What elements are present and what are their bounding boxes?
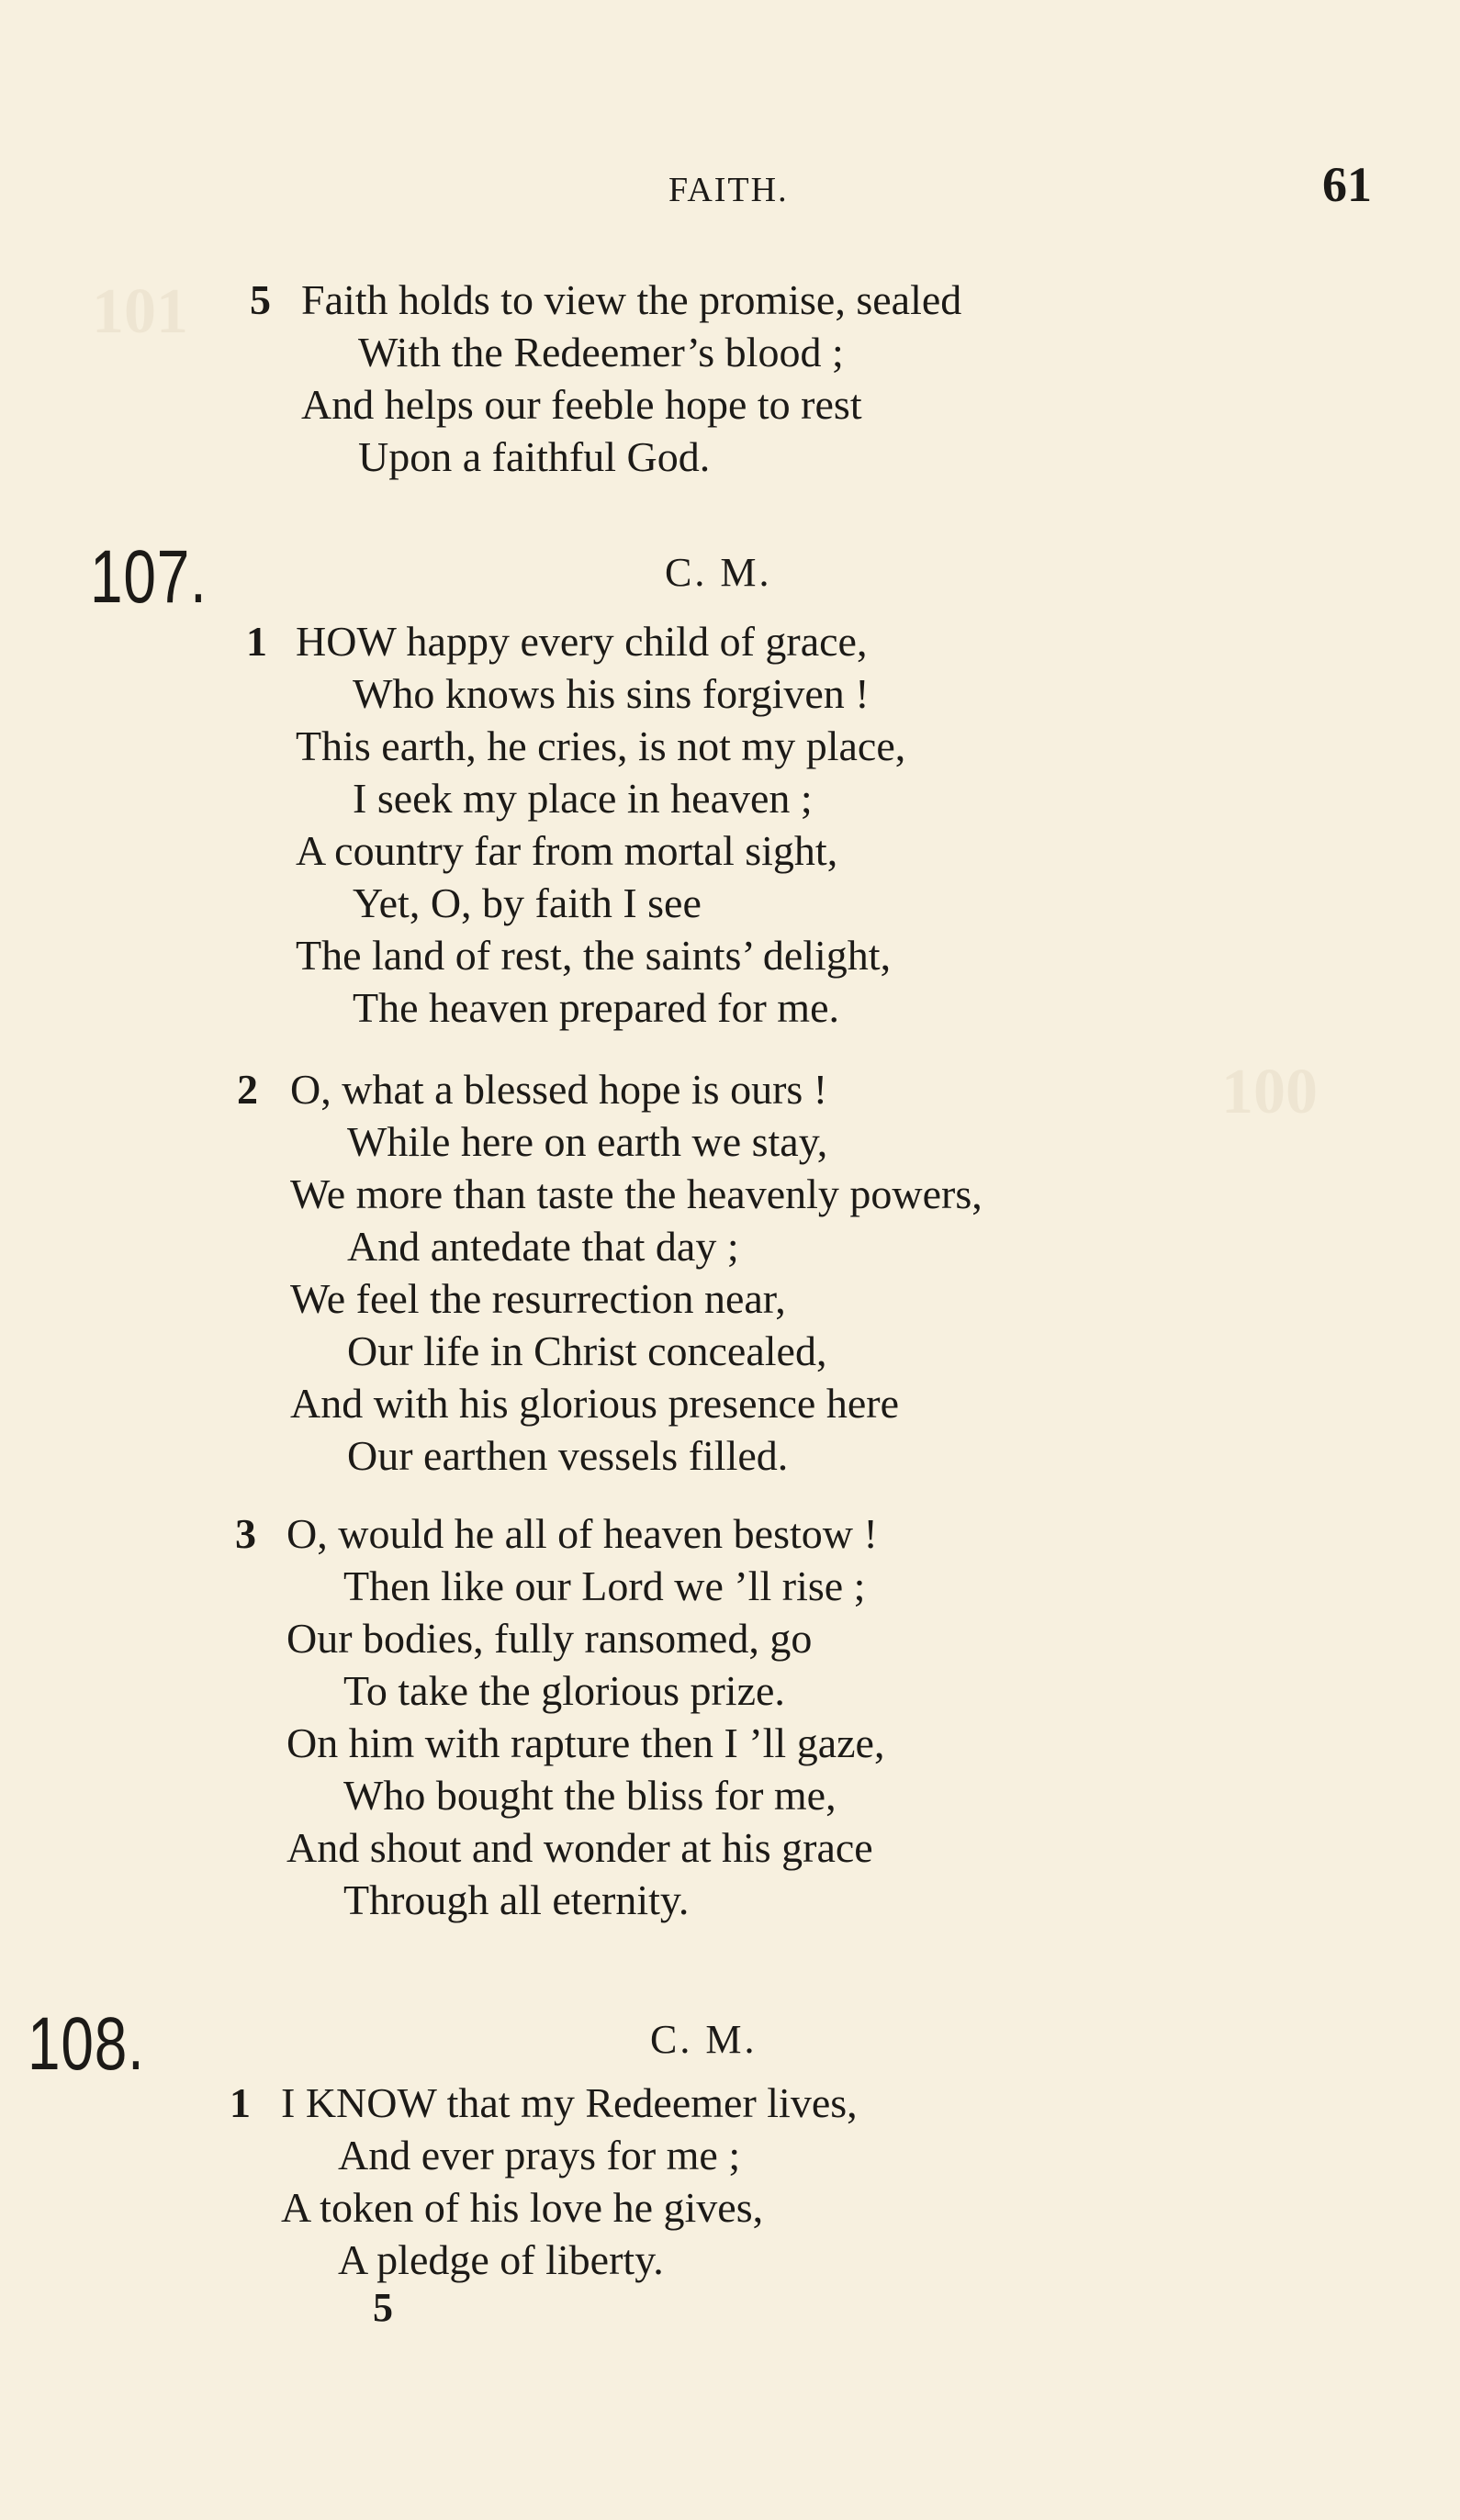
verse-line: Yet, O, by faith I see bbox=[353, 879, 702, 926]
verse-line: Who bought the bliss for me, bbox=[343, 1772, 837, 1819]
verse-line: The heaven prepared for me. bbox=[353, 984, 839, 1031]
stanza-number: 5 bbox=[250, 276, 271, 323]
meter-label: C. M. bbox=[665, 550, 772, 595]
verse-line: Faith holds to view the promise, sealed bbox=[301, 276, 962, 323]
verse-line: Our life in Christ concealed, bbox=[347, 1327, 827, 1374]
stanza-number: 2 bbox=[237, 1066, 258, 1113]
hymn-number: 107. bbox=[90, 535, 208, 619]
hymn-number: 108. bbox=[28, 2002, 145, 2086]
signature-mark: 5 bbox=[373, 2285, 393, 2330]
verse-line: And antedate that day ; bbox=[347, 1223, 739, 1270]
verse-line: On him with rapture then I ’ll gaze, bbox=[286, 1719, 885, 1766]
verse-line: HOW happy every child of grace, bbox=[296, 618, 868, 665]
verse-line: We feel the resurrection near, bbox=[290, 1275, 786, 1322]
running-head: FAITH. bbox=[668, 171, 789, 209]
verse-line: O, would he all of heaven bestow ! bbox=[286, 1510, 878, 1557]
stanza bbox=[296, 615, 905, 1034]
verse-line: This earth, he cries, is not my place, bbox=[296, 722, 906, 769]
verse-line: And with his glorious presence here bbox=[290, 1380, 900, 1427]
verse-line: Then like our Lord we ’ll rise ; bbox=[343, 1562, 866, 1609]
verse-line: And helps our feeble hope to rest bbox=[301, 381, 862, 428]
show-through-mark: 101 bbox=[92, 276, 188, 347]
verse-line: Upon a faithful God. bbox=[358, 433, 711, 480]
page-number: 61 bbox=[1322, 157, 1372, 212]
stanza-number: 1 bbox=[230, 2079, 251, 2126]
verse-line: And shout and wonder at his grace bbox=[286, 1824, 873, 1871]
stanza bbox=[286, 1507, 884, 1926]
stanza bbox=[290, 1063, 983, 1482]
verse-line: Who knows his sins forgiven ! bbox=[353, 670, 870, 717]
verse-line: Through all eternity. bbox=[343, 1876, 690, 1923]
verse-line: With the Redeemer’s blood ; bbox=[358, 329, 844, 375]
verse-line: To take the glorious prize. bbox=[343, 1667, 785, 1714]
verse-line: Our earthen vessels filled. bbox=[347, 1432, 789, 1479]
verse-line: The land of rest, the saints’ delight, bbox=[296, 932, 892, 979]
verse-line: A country far from mortal sight, bbox=[296, 827, 838, 874]
stanza bbox=[281, 2077, 858, 2286]
verse-line: And ever prays for me ; bbox=[338, 2132, 741, 2178]
verse-line: Our bodies, fully ransomed, go bbox=[286, 1615, 813, 1662]
verse-line: We more than taste the heavenly powers, bbox=[290, 1170, 983, 1217]
verse-line: A pledge of liberty. bbox=[338, 2236, 664, 2283]
show-through-mark: 100 bbox=[1221, 1057, 1318, 1127]
stanza-number: 1 bbox=[246, 618, 267, 665]
stanza-number: 3 bbox=[235, 1510, 256, 1557]
verse-line: O, what a blessed hope is ours ! bbox=[290, 1066, 828, 1113]
verse-line: While here on earth we stay, bbox=[347, 1118, 828, 1165]
verse-line: I KNOW that my Redeemer lives, bbox=[281, 2079, 858, 2126]
stanza-continued bbox=[301, 274, 961, 483]
verse-line: A token of his love he gives, bbox=[281, 2184, 764, 2231]
meter-label: C. M. bbox=[650, 2017, 758, 2062]
verse-line: I seek my place in heaven ; bbox=[353, 775, 813, 822]
